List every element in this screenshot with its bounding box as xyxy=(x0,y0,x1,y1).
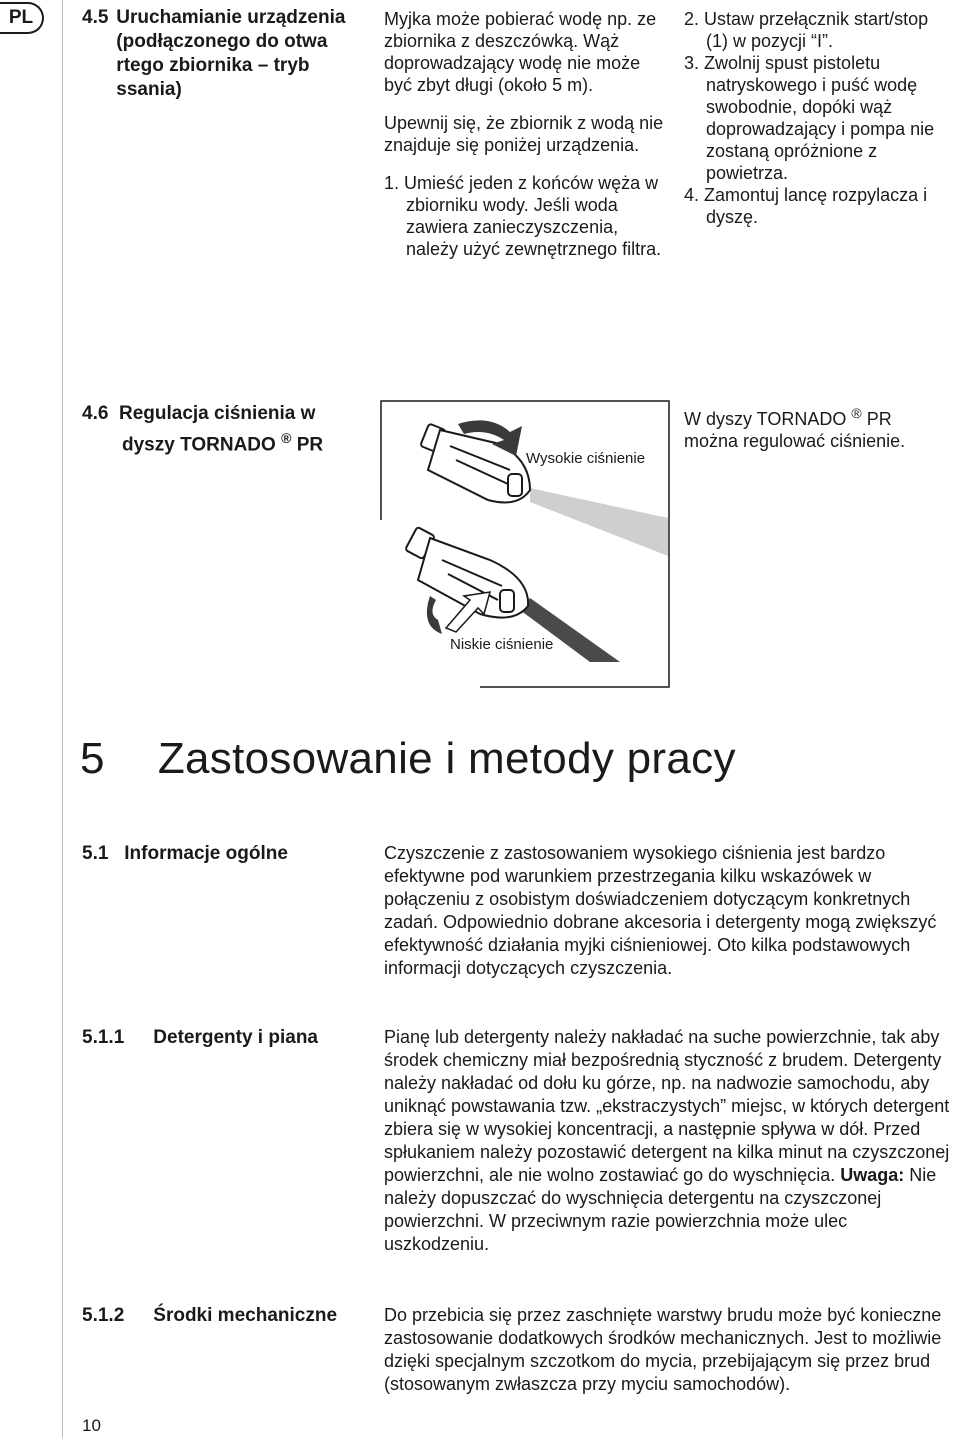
section-5-1-heading xyxy=(82,842,372,866)
warning-label: Uwaga: xyxy=(840,1165,905,1185)
section-number: 4.5 xyxy=(82,7,109,28)
chapter-number: 5 xyxy=(80,734,105,783)
section-title: Informacje ogólne xyxy=(124,843,288,864)
section-title: Detergenty i piana xyxy=(153,1027,318,1048)
section-4-5-col2 xyxy=(684,8,954,228)
description-text: W dyszy TORNADO xyxy=(684,409,847,429)
section-title: Środki mechaniczne xyxy=(153,1305,338,1326)
chapter-5-heading xyxy=(80,734,940,784)
section-title-suffix: PR xyxy=(296,434,324,456)
section-5-1-2-heading xyxy=(82,1304,382,1328)
section-4-6-heading xyxy=(82,402,372,457)
registered-mark: ® xyxy=(851,405,862,421)
section-number: 5.1.1 xyxy=(82,1027,125,1048)
section-title-line2: dyszy TORNADO xyxy=(122,434,276,456)
section-5-1-2-text: Do przebicia się przez zaschnięte warstwy brudu może być konieczne zastosowanie dodatkowych środków mechanicznych. Jest to możliwie dzięki specjalnym szczotkom do mycia, przebijającym się przez brud (stosowanym zwłaszcza przy myciu samochodów). xyxy=(384,1305,942,1394)
margin-divider xyxy=(62,0,63,1438)
section-number: 5.1.2 xyxy=(82,1305,125,1326)
paragraph: Pianę lub detergenty należy nakładać na suche powierzchnie, tak aby środek chemiczny miał bezpośrednią styczność z brudem. Detergenty należy nakładać od dołu ku górze, np. na nadwozie samochodu, aby uniknąć powstawania tzw. „ekstraczystych” miejsc, w których detergent zbiera się w wysokiej koncentracji, a następnie spływa w dół. Przed spłukaniem należy pozostawić detergent na kilka minut na czyszczonej powierzchni, ale nie wolno zostawiać go do wyschnięcia. xyxy=(384,1027,950,1185)
section-5-1-1-text xyxy=(384,1026,956,1256)
section-5-1-1-heading xyxy=(82,1026,382,1050)
section-5-1-text: Czyszczenie z zastosowaniem wysokiego ciśnienia jest bardzo efektywne pod warunkiem przestrzegania kilku wskazówek w połączeniu z osobistym doświadczeniem dotyczącym konkretnych zadań. Odpowiednio dobrane akcesoria i detergenty mogą zwiększyć efektywność działania myjki ciśnieniowej. Oto kilka podstawowych informacji dotyczących czyszczenia. xyxy=(384,843,937,978)
section-title: Uruchamianie urządzenia (podłączonego do otwa rtego zbiornika – tryb ssania) xyxy=(116,7,346,100)
section-4-5-heading xyxy=(82,6,372,102)
section-4-5-col1 xyxy=(384,8,664,260)
description-text: można regulować ciśnienie. xyxy=(684,431,906,451)
paragraph: Myjka może pobierać wodę np. ze zbiornika z deszczówką. Wąż doprowadzający wodę nie może być zbyt długi (około 5 m). xyxy=(384,9,657,95)
list-item: 2. Ustaw przełącznik start/stop (1) w pozycji “I”. xyxy=(684,9,929,51)
list-item: 3. Zwolnij spust pistoletu natryskowego i puść wodę swobodnie, dopóki wąż doprowadzający i pompa nie zostaną opróżnione z powietrza. xyxy=(684,53,935,183)
section-4-6-description xyxy=(684,402,954,452)
list-item: 1. Umieść jeden z końców węża w zbiorniku wody. Jeśli woda zawiera zanieczyszczenia, należy użyć zewnętrznego filtra. xyxy=(384,173,662,259)
page-number: 10 xyxy=(82,1416,101,1435)
language-badge: PL xyxy=(0,2,44,34)
section-number: 5.1 xyxy=(82,843,109,864)
paragraph: Upewnij się, że zbiornik z wodą nie znajduje się poniżej urządzenia. xyxy=(384,113,664,155)
section-number: 4.6 xyxy=(82,403,109,424)
tornado-nozzle-figure xyxy=(380,400,670,688)
list-item: 4. Zamontuj lancę rozpylacza i dyszę. xyxy=(684,185,928,227)
chapter-title: Zastosowanie i metody pracy xyxy=(157,734,736,783)
low-pressure-label: Niskie ciśnienie xyxy=(450,636,554,653)
paragraph: Nie należy dopuszczać do wyschnięcia detergentu na czyszczonej powierzchni. W przeciwnym razie powierzchnia może ulec uszkodzeniu. xyxy=(384,1165,937,1254)
high-pressure-label: Wysokie ciśnienie xyxy=(526,450,646,467)
description-suffix: PR xyxy=(866,409,892,429)
registered-mark: ® xyxy=(281,430,292,446)
section-title-line1: Regulacja ciśnienia w xyxy=(118,403,316,424)
